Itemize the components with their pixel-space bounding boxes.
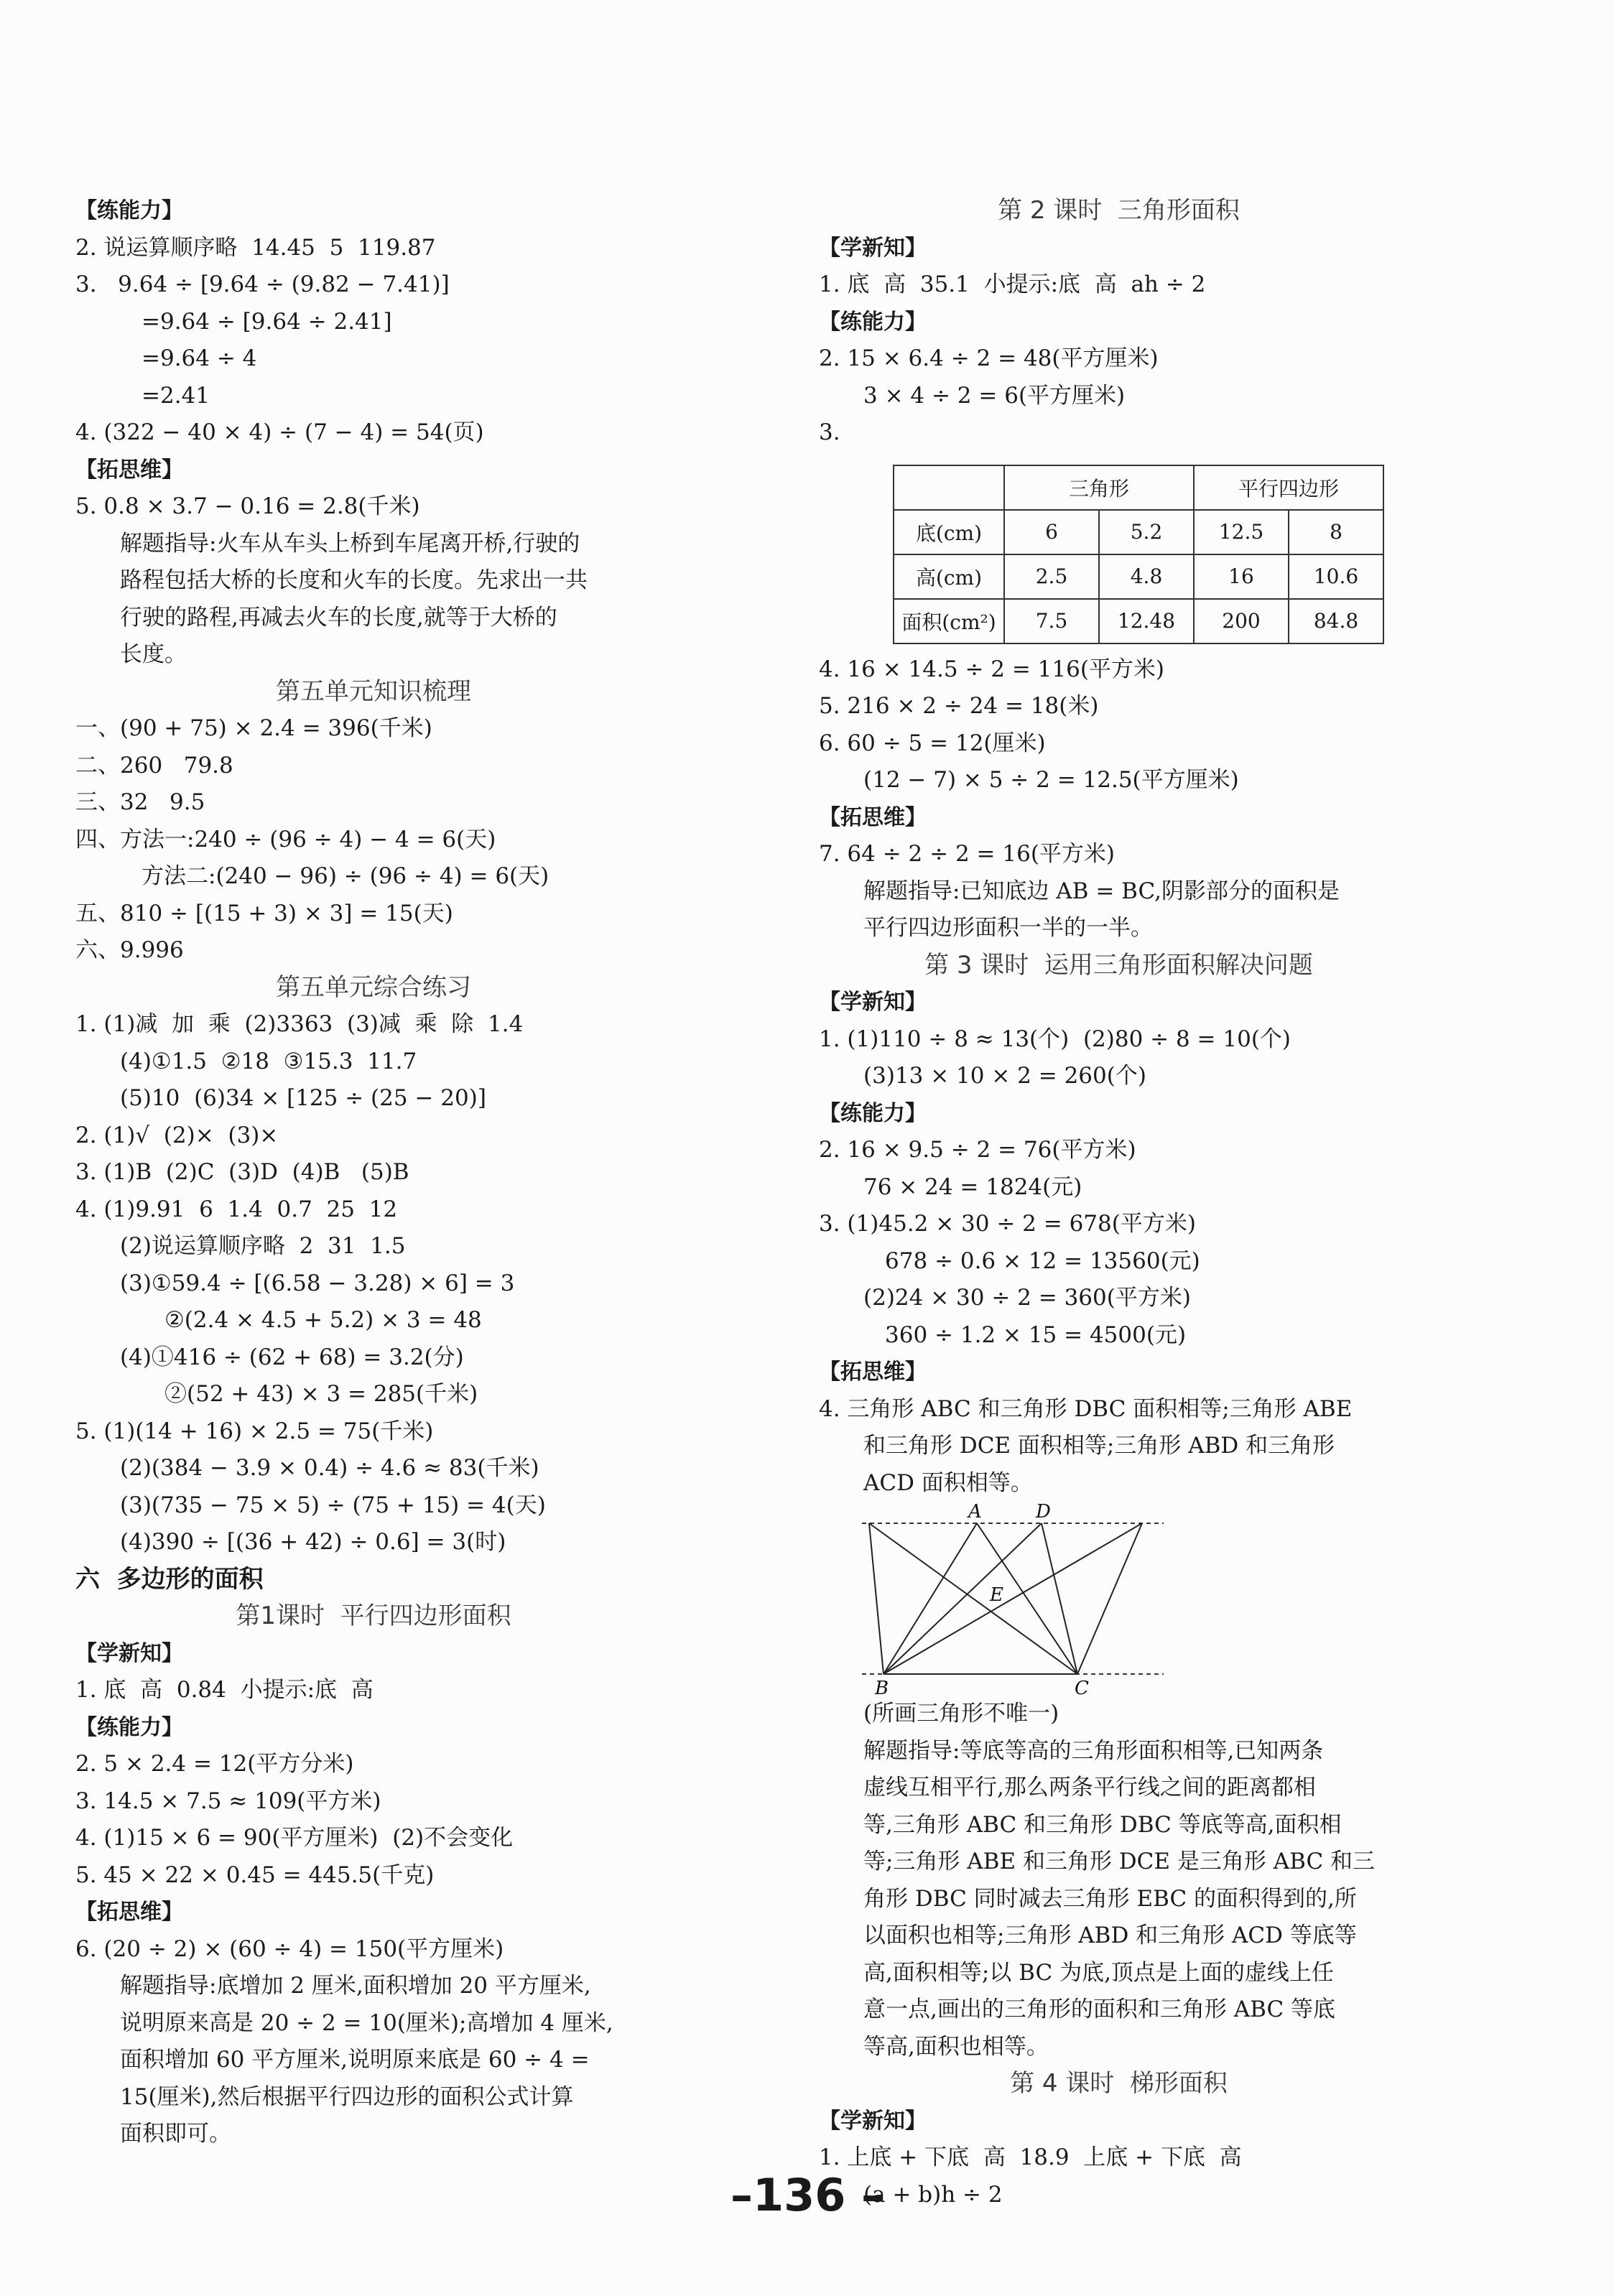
text-line: 5. 0.8 × 3.7 − 0.16 = 2.8(千米) xyxy=(75,493,420,519)
triangle-diagram xyxy=(862,1502,1192,1696)
text-line: =2.41 xyxy=(142,382,210,409)
text-line: ACD 面积相等。 xyxy=(863,1469,1033,1496)
text-line: 以面积也相等;三角形 ABD 和三角形 ACD 等底等 xyxy=(863,1923,1357,1948)
text-line: 4. (322 − 40 × 4) ÷ (7 − 4) = 54(页) xyxy=(75,419,484,445)
table-cell: 4.8 xyxy=(1099,554,1194,599)
text-line: 3. (1)45.2 × 30 ÷ 2 = 678(平方米) xyxy=(819,1211,1196,1237)
text-line: 解题指导:火车从车头上桥到车尾离开桥,行驶的 xyxy=(120,530,580,557)
text-line: (3)13 × 10 × 2 = 260(个) xyxy=(863,1063,1146,1089)
label-e: E xyxy=(990,1584,1003,1606)
text-line: (a + b)h ÷ 2 xyxy=(863,2181,1003,2208)
text-line: (2)说运算顺序略 2 31 1.5 xyxy=(120,1233,406,1259)
section-tag: 【练能力】 xyxy=(819,1100,927,1126)
label-a: A xyxy=(968,1502,982,1523)
text-line: 虚线互相平行,那么两条平行线之间的距离都相 xyxy=(863,1775,1316,1800)
text-line: 长度。 xyxy=(120,641,187,667)
table-cell: 面积(cm²) xyxy=(894,599,1004,643)
label-d: D xyxy=(1036,1502,1051,1523)
text-line: 15(厘米),然后根据平行四边形的面积公式计算 xyxy=(120,2083,574,2110)
text-line: (3)①59.4 ÷ [(6.58 − 3.28) × 6] = 3 xyxy=(120,1270,515,1296)
text-line: 等;三角形 ABE 和三角形 DCE 是三角形 ABC 和三 xyxy=(863,1849,1376,1874)
label-b: B xyxy=(875,1678,889,1696)
text-line: 路程包括大桥的长度和火车的长度。先求出一共 xyxy=(120,567,588,593)
page-number: –136 – xyxy=(730,2169,883,2221)
text-line: 678 ÷ 0.6 × 12 = 13560(元) xyxy=(885,1247,1200,1274)
label-c: C xyxy=(1075,1678,1089,1696)
table-cell: 16 xyxy=(1194,554,1289,599)
section-tag: 【练能力】 xyxy=(75,198,183,223)
table-cell: 12.5 xyxy=(1194,510,1289,554)
section-tag: 【练能力】 xyxy=(819,309,927,335)
text-line: 1. 底 高 0.84 小提示:底 高 xyxy=(75,1677,374,1703)
text-line: (所画三角形不唯一) xyxy=(863,1701,1059,1726)
section-tag: 【学新知】 xyxy=(819,2108,927,2134)
text-line: 6. 60 ÷ 5 = 12(厘米) xyxy=(819,730,1046,756)
section-tag: 【拓思维】 xyxy=(75,1900,183,1925)
table-cell: 10.6 xyxy=(1289,554,1383,599)
text-line: 解题指导:等底等高的三角形面积相等,已知两条 xyxy=(863,1737,1324,1764)
section-heading: 第 3 课时 运用三角形面积解决问题 xyxy=(924,950,1313,980)
text-line: 等,三角形 ABC 和三角形 DBC 等底等高,面积相 xyxy=(863,1811,1342,1838)
text-line: 2. 15 × 6.4 ÷ 2 = 48(平方厘米) xyxy=(819,345,1159,371)
table-row xyxy=(894,599,1383,643)
text-line: 意一点,画出的三角形的面积和三角形 ABC 等底 xyxy=(863,1997,1336,2022)
text-line: (4)①1.5 ②18 ③15.3 11.7 xyxy=(120,1048,417,1074)
section-tag: 【学新知】 xyxy=(75,1640,183,1666)
table-cell: 高(cm) xyxy=(894,554,1004,599)
text-line: 面积增加 60 平方厘米,说明原来底是 60 ÷ 4 = xyxy=(120,2047,590,2073)
right-section-c xyxy=(819,1696,1419,2213)
text-line: 二、260 79.8 xyxy=(75,752,233,778)
text-line: 3. 9.64 ÷ [9.64 ÷ (9.82 − 7.41)] xyxy=(75,271,450,297)
right-column xyxy=(819,192,1419,2213)
section-tag: 【学新知】 xyxy=(819,990,927,1015)
table-header-row xyxy=(894,465,1383,510)
section-heading: 第 4 课时 梯形面积 xyxy=(1010,2069,1228,2098)
text-line: 五、810 ÷ [(15 + 3) × 3] = 15(天) xyxy=(75,900,453,926)
table-row xyxy=(894,510,1383,554)
section-tag: 【练能力】 xyxy=(75,1714,183,1740)
right-section-a xyxy=(819,192,1419,452)
text-line: ②(52 + 43) × 3 = 285(千米) xyxy=(164,1381,478,1407)
text-line: 7. 64 ÷ 2 ÷ 2 = 16(平方米) xyxy=(819,841,1116,867)
section-heading: 第1课时 平行四边形面积 xyxy=(236,1602,511,1630)
text-line: 3. 14.5 × 7.5 ≈ 109(平方米) xyxy=(75,1788,381,1814)
text-line: 2. 5 × 2.4 = 12(平方分米) xyxy=(75,1751,354,1777)
text-line: 2. 说运算顺序略 14.45 5 119.87 xyxy=(75,234,436,261)
text-line: 4. 三角形 ABC 和三角形 DBC 面积相等;三角形 ABE xyxy=(819,1395,1353,1422)
text-line: 4. 16 × 14.5 ÷ 2 = 116(平方米) xyxy=(819,656,1165,682)
right-section-b xyxy=(819,651,1419,1502)
section-tag: 【学新知】 xyxy=(819,235,927,261)
table-cell: 12.48 xyxy=(1099,599,1194,643)
table-row xyxy=(894,554,1383,599)
section-heading: 六 多边形的面积 xyxy=(75,1564,264,1594)
table-cell: 平行四边形 xyxy=(1194,465,1383,510)
text-line: 360 ÷ 1.2 × 15 = 4500(元) xyxy=(885,1321,1187,1348)
text-line: 3. xyxy=(819,419,840,445)
text-line: 平行四边形面积一半的一半。 xyxy=(863,915,1153,941)
text-line: 1. (1)110 ÷ 8 ≈ 13(个) (2)80 ÷ 8 = 10(个) xyxy=(819,1026,1291,1052)
text-line: (3)(735 − 75 × 5) ÷ (75 + 15) = 4(天) xyxy=(120,1492,546,1518)
text-line: 解题指导:已知底边 AB = BC,阴影部分的面积是 xyxy=(863,878,1340,904)
table-cell: 5.2 xyxy=(1099,510,1194,554)
table-cell xyxy=(894,465,1004,510)
text-line: 76 × 24 = 1824(元) xyxy=(863,1173,1082,1200)
text-line: (2)(384 − 3.9 × 0.4) ÷ 4.6 ≈ 83(千米) xyxy=(120,1455,539,1481)
section-heading: 第 2 课时 三角形面积 xyxy=(998,196,1240,225)
table-cell: 200 xyxy=(1194,599,1289,643)
text-line: 等高,面积也相等。 xyxy=(863,2033,1049,2060)
text-line: ②(2.4 × 4.5 + 5.2) × 3 = 48 xyxy=(164,1307,482,1333)
text-line: 1. 上底 + 下底 高 18.9 上底 + 下底 高 xyxy=(819,2144,1242,2170)
table-cell: 84.8 xyxy=(1289,599,1383,643)
section-heading: 第五单元综合练习 xyxy=(276,972,471,1002)
text-line: 解题指导:底增加 2 厘米,面积增加 20 平方厘米, xyxy=(120,1973,591,1999)
text-line: 4. (1)9.91 6 1.4 0.7 25 12 xyxy=(75,1196,398,1222)
text-line: 5. (1)(14 + 16) × 2.5 = 75(千米) xyxy=(75,1418,434,1444)
area-table-wrap xyxy=(819,452,1419,651)
text-line: 四、方法一:240 ÷ (96 ÷ 4) − 4 = 6(天) xyxy=(75,826,496,852)
text-line: 高,面积相等;以 BC 为底,顶点是上面的虚线上任 xyxy=(863,1959,1334,1986)
text-line: 方法二:(240 − 96) ÷ (96 ÷ 4) = 6(天) xyxy=(142,863,549,889)
text-line: 3. (1)B (2)C (3)D (4)B (5)B xyxy=(75,1159,409,1185)
table-cell: 底(cm) xyxy=(894,510,1004,554)
text-line: (4)390 ÷ [(36 + 42) ÷ 0.6] = 3(时) xyxy=(120,1529,506,1555)
text-line: 2. 16 × 9.5 ÷ 2 = 76(平方米) xyxy=(819,1137,1136,1163)
area-table xyxy=(893,465,1384,644)
left-column xyxy=(75,192,672,2153)
text-line: 5. 216 × 2 ÷ 24 = 18(米) xyxy=(819,693,1099,719)
text-line: 六、9.996 xyxy=(75,937,184,963)
text-line: 和三角形 DCE 面积相等;三角形 ABD 和三角形 xyxy=(863,1433,1335,1459)
text-line: 三、32 9.5 xyxy=(75,789,205,815)
text-line: 面积即可。 xyxy=(120,2121,231,2147)
text-line: 行驶的路程,再减去火车的长度,就等于大桥的 xyxy=(120,604,557,631)
text-line: 一、(90 + 75) × 2.4 = 396(千米) xyxy=(75,715,432,741)
section-tag: 【拓思维】 xyxy=(75,457,183,483)
text-line: 3 × 4 ÷ 2 = 6(平方厘米) xyxy=(863,382,1126,409)
text-line: 说明原来高是 20 ÷ 2 = 10(厘米);高增加 4 厘米, xyxy=(120,2009,613,2036)
section-heading: 第五单元知识梳理 xyxy=(276,677,471,706)
text-line: 6. (20 ÷ 2) × (60 ÷ 4) = 150(平方厘米) xyxy=(75,1935,504,1962)
text-line: 2. (1)√ (2)× (3)× xyxy=(75,1122,279,1148)
section-tag: 【拓思维】 xyxy=(819,804,927,830)
table-cell: 6 xyxy=(1004,510,1099,554)
section-tag: 【拓思维】 xyxy=(819,1360,927,1385)
text-line: 5. 45 × 22 × 0.45 = 445.5(千克) xyxy=(75,1862,435,1888)
table-cell: 三角形 xyxy=(1004,465,1194,510)
text-line: 角形 DBC 同时减去三角形 EBC 的面积得到的,所 xyxy=(863,1885,1357,1912)
table-cell: 7.5 xyxy=(1004,599,1099,643)
text-line: (12 − 7) × 5 ÷ 2 = 12.5(平方厘米) xyxy=(863,767,1239,793)
text-line: 1. (1)减 加 乘 (2)3363 (3)减 乘 除 1.4 xyxy=(75,1011,524,1037)
table-cell: 8 xyxy=(1289,510,1383,554)
text-line: 1. 底 高 35.1 小提示:底 高 ah ÷ 2 xyxy=(819,271,1206,297)
triangle-figure xyxy=(819,1502,1419,1696)
table-cell: 2.5 xyxy=(1004,554,1099,599)
text-line: (5)10 (6)34 × [125 ÷ (25 − 20)] xyxy=(120,1085,486,1111)
text-line: =9.64 ÷ [9.64 ÷ 2.41] xyxy=(142,308,392,335)
triangle-lines xyxy=(869,1523,1142,1674)
text-line: (4)①416 ÷ (62 + 68) = 3.2(分) xyxy=(120,1344,464,1370)
text-line: =9.64 ÷ 4 xyxy=(142,345,257,371)
text-line: (2)24 × 30 ÷ 2 = 360(平方米) xyxy=(863,1285,1191,1311)
text-line: 4. (1)15 × 6 = 90(平方厘米) (2)不会变化 xyxy=(75,1825,514,1851)
